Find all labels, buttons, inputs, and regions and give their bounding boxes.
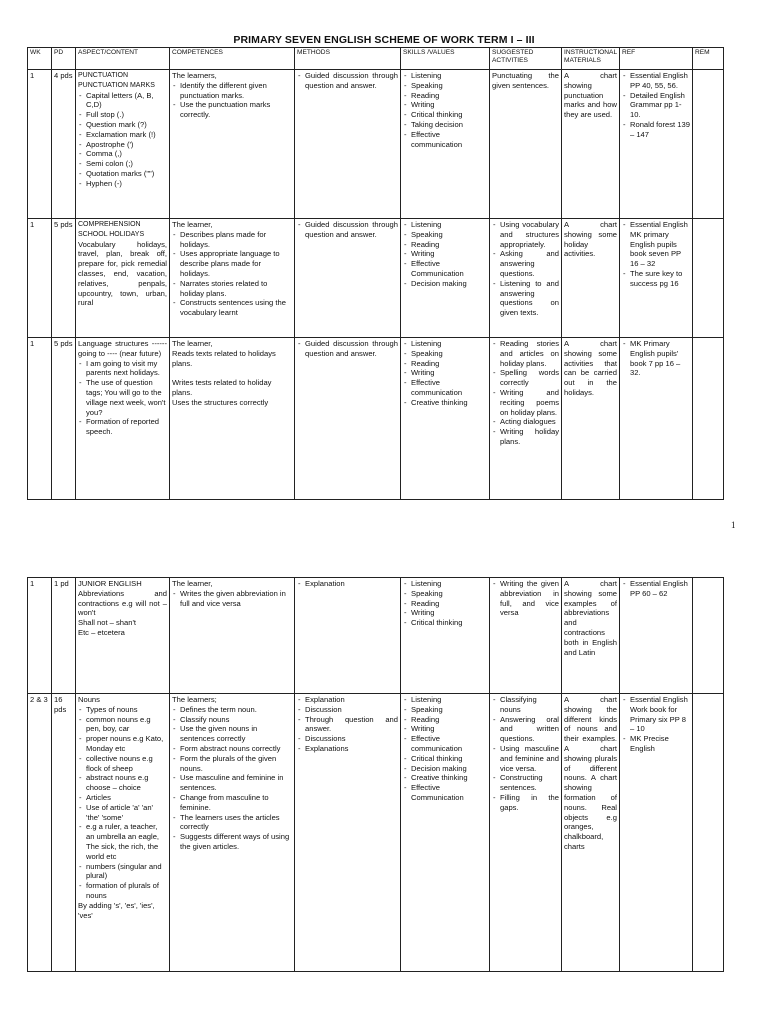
activity-item-list bbox=[492, 339, 559, 447]
skill-item: - Listening bbox=[403, 220, 487, 230]
skill-item: - Critical thinking bbox=[403, 110, 487, 120]
aspect-item: - formation of plurals of nouns bbox=[78, 881, 167, 901]
skill-item: - Decision making bbox=[403, 279, 487, 289]
aspect-item: - Formation of reported speech. bbox=[78, 417, 167, 437]
table-row bbox=[28, 338, 724, 500]
cell-activities bbox=[490, 219, 562, 338]
activity-item: - Using masculine and feminine and vice versa. bbox=[492, 744, 559, 773]
competence-item: - Use the punctuation marks correctly. bbox=[172, 100, 292, 120]
cell-materials: A chart showing some holiday activities. bbox=[562, 219, 620, 338]
skill-item-list bbox=[403, 579, 487, 628]
competence-text: Writes tests related to holiday plans. bbox=[172, 378, 272, 397]
header-skills: SKILLS /VALUES bbox=[401, 48, 490, 70]
cell-pd: 1 pd bbox=[52, 578, 76, 694]
aspect-item: - proper nouns e.g Kato, Monday etc bbox=[78, 734, 167, 754]
competence-text: The learner, bbox=[172, 339, 213, 348]
cell-pd: 5 pds bbox=[52, 219, 76, 338]
scheme-table-page-2 bbox=[27, 577, 724, 972]
header-row bbox=[28, 48, 724, 70]
competence-item: - Writes the given abbreviation in full and vice versa bbox=[172, 589, 292, 609]
skill-item: - Effective communication bbox=[403, 378, 487, 398]
cell-aspect bbox=[76, 70, 170, 219]
skill-item: - Writing bbox=[403, 724, 487, 734]
skill-item: - Writing bbox=[403, 368, 487, 378]
cell-competences bbox=[170, 338, 295, 500]
skill-item: - Speaking bbox=[403, 589, 487, 599]
cell-wk: 1 bbox=[28, 578, 52, 694]
aspect-item: - Semi colon (;) bbox=[78, 159, 167, 169]
skill-item: - Speaking bbox=[403, 349, 487, 359]
ref-item: - The sure key to success pg 16 bbox=[622, 269, 690, 289]
skill-item: - Decision making bbox=[403, 764, 487, 774]
activity-item: - Writing and reciting poems on holiday plans. bbox=[492, 388, 559, 417]
competence-text: The learners; bbox=[172, 695, 217, 704]
activity-item: - Listening to and answering questions on given texts. bbox=[492, 279, 559, 318]
competence-item-list bbox=[172, 230, 292, 318]
cell-activities bbox=[490, 338, 562, 500]
competence-item: - Form abstract nouns correctly bbox=[172, 744, 292, 754]
ref-item: - Detailed English Grammar pp 1-10. bbox=[622, 91, 690, 120]
aspect-line: JUNIOR ENGLISH bbox=[78, 579, 142, 588]
activity-item: - Using vocabulary and structures appropriately. bbox=[492, 220, 559, 249]
aspect-item-list bbox=[78, 91, 167, 189]
method-item: - Through question and answer. bbox=[297, 715, 398, 735]
method-item: - Guided discussion through question and answer. bbox=[297, 71, 398, 91]
activity-item: - Asking and answering questions. bbox=[492, 249, 559, 278]
competence-item: - Suggests different ways of using the given articles. bbox=[172, 832, 292, 852]
skill-item: - Writing bbox=[403, 100, 487, 110]
cell-activities bbox=[490, 694, 562, 972]
aspect-item: - Apostrophe (') bbox=[78, 140, 167, 150]
skill-item: - Taking decision bbox=[403, 120, 487, 130]
aspect-item: - Hyphen (-) bbox=[78, 179, 167, 189]
cell-rem bbox=[693, 694, 724, 972]
cell-aspect bbox=[76, 338, 170, 500]
competence-item: - Use the given nouns in sentences correctly bbox=[172, 724, 292, 744]
cell-materials: A chart showing punctuation marks and how they are used. bbox=[562, 70, 620, 219]
cell-activities bbox=[490, 578, 562, 694]
aspect-item: - Articles bbox=[78, 793, 167, 803]
header-aspect: ASPECT/CONTENT bbox=[76, 48, 170, 70]
aspect-item: - Full stop (.) bbox=[78, 110, 167, 120]
method-item: - Explanation bbox=[297, 579, 398, 589]
cell-pd: 4 pds bbox=[52, 70, 76, 219]
aspect-item: - common nouns e.g pen, boy, car bbox=[78, 715, 167, 735]
competence-item: - Form the plurals of the given nouns. bbox=[172, 754, 292, 774]
cell-skills bbox=[401, 219, 490, 338]
activity-item: - Acting dialogues bbox=[492, 417, 559, 427]
aspect-line: Vocabulary holidays, travel, plan, break off, prepare for, pick remedial classes, end, vacation, relatives, penpals, upcountry, town, urban, rural bbox=[78, 239, 167, 308]
competence-item: - Narrates stories related to holiday plans. bbox=[172, 279, 292, 299]
aspect-line: Abbreviations and contractions e.g will not – won't bbox=[78, 588, 167, 618]
competence-item: - Identify the different given punctuation marks. bbox=[172, 81, 292, 101]
skill-item-list bbox=[403, 71, 487, 149]
aspect-item: - Exclamation mark (!) bbox=[78, 130, 167, 140]
aspect-item: - e.g a ruler, a teacher, an umbrella an eagle, The sick, the rich, the world etc bbox=[78, 822, 167, 861]
skill-item: - Reading bbox=[403, 91, 487, 101]
aspect-item: - Question mark (?) bbox=[78, 120, 167, 130]
cell-aspect bbox=[76, 219, 170, 338]
aspect-line: Language structures ------going to ---- (near future) bbox=[78, 339, 167, 358]
aspect-item: - numbers (singular and plural) bbox=[78, 862, 167, 882]
skill-item: - Creative thinking bbox=[403, 398, 487, 408]
page-number: 1 bbox=[731, 520, 736, 530]
cell-aspect bbox=[76, 694, 170, 972]
cell-methods bbox=[295, 694, 401, 972]
competence-item: - The learners uses the articles correctly bbox=[172, 813, 292, 833]
skill-item: - Speaking bbox=[403, 705, 487, 715]
cell-skills bbox=[401, 578, 490, 694]
page-title: PRIMARY SEVEN ENGLISH SCHEME OF WORK TERM I – III bbox=[233, 34, 535, 46]
method-item-list bbox=[297, 695, 398, 754]
skill-item: - Writing bbox=[403, 608, 487, 618]
cell-materials: A chart showing some examples of abbreviations and contractions both in English and Latin bbox=[562, 578, 620, 694]
cell-competences bbox=[170, 578, 295, 694]
cell-skills bbox=[401, 694, 490, 972]
aspect-item-list bbox=[78, 705, 167, 901]
cell-ref bbox=[620, 338, 693, 500]
skill-item: - Effective communication bbox=[403, 130, 487, 150]
competence-text: Reads texts related to holidays plans. bbox=[172, 348, 276, 368]
aspect-item: - Types of nouns bbox=[78, 705, 167, 715]
cell-ref bbox=[620, 70, 693, 219]
competence-item-list bbox=[172, 589, 292, 609]
table-row bbox=[28, 578, 724, 694]
aspect-item: - Quotation marks ("") bbox=[78, 169, 167, 179]
header-methods: METHODS bbox=[295, 48, 401, 70]
ref-item: - Essential English MK primary English pupils book seven PP 16 – 32 bbox=[622, 220, 690, 269]
skill-item: - Listening bbox=[403, 579, 487, 589]
competence-item: - Constructs sentences using the vocabulary learnt bbox=[172, 298, 292, 318]
competence-item: - Change from masculine to feminine. bbox=[172, 793, 292, 813]
skill-item-list bbox=[403, 339, 487, 408]
activity-item: - Writing holiday plans. bbox=[492, 427, 559, 447]
ref-item-list bbox=[622, 579, 690, 599]
aspect-tail: By adding 's', 'es', 'ies', 'ves' bbox=[78, 900, 155, 920]
aspect-item-list bbox=[78, 359, 167, 437]
skill-item: - Effective Communication bbox=[403, 783, 487, 803]
aspect-line: Shall not – shan't bbox=[78, 618, 137, 628]
cell-competences bbox=[170, 694, 295, 972]
ref-item-list bbox=[622, 220, 690, 289]
skill-item-list bbox=[403, 220, 487, 289]
cell-wk: 1 bbox=[28, 219, 52, 338]
cell-methods bbox=[295, 578, 401, 694]
cell-rem bbox=[693, 338, 724, 500]
method-item-list bbox=[297, 579, 398, 589]
aspect-item: - Comma (,) bbox=[78, 149, 167, 159]
ref-item-list bbox=[622, 339, 690, 378]
aspect-heading: PUNCTUATION bbox=[78, 72, 129, 79]
cell-ref bbox=[620, 219, 693, 338]
competence-item: - Defines the term noun. bbox=[172, 705, 292, 715]
method-item-list bbox=[297, 71, 398, 91]
skill-item: - Reading bbox=[403, 599, 487, 609]
activity-item: - Writing the given abbreviation in full, and vice versa bbox=[492, 579, 559, 618]
ref-item: - Essential English PP 60 – 62 bbox=[622, 579, 690, 599]
skill-item: - Reading bbox=[403, 715, 487, 725]
cell-competences bbox=[170, 70, 295, 219]
header-competences: COMPETENCES bbox=[170, 48, 295, 70]
table-row bbox=[28, 219, 724, 338]
header-ref: REF bbox=[620, 48, 693, 70]
ref-item: - MK Precise English bbox=[622, 734, 690, 754]
competence-item: - Describes plans made for holidays. bbox=[172, 230, 292, 250]
method-item-list bbox=[297, 220, 398, 240]
skill-item: - Reading bbox=[403, 359, 487, 369]
cell-materials: A chart showing the different kinds of nouns and their examples. A chart showing plurals of different nouns. A chart showing formation of nouns. Real objects e.g oranges, chalkboard, charts bbox=[562, 694, 620, 972]
skill-item: - Effective communication bbox=[403, 734, 487, 754]
cell-activities bbox=[490, 70, 562, 219]
cell-skills bbox=[401, 338, 490, 500]
activity-item: - Answering oral and written questions. bbox=[492, 715, 559, 744]
competence-text: Uses the structures correctly bbox=[172, 397, 269, 407]
skill-item: - Speaking bbox=[403, 230, 487, 240]
aspect-item: - abstract nouns e.g choose – choice bbox=[78, 773, 167, 793]
cell-wk: 2 & 3 bbox=[28, 694, 52, 972]
competence-text bbox=[172, 368, 292, 378]
activity-item: - Reading stories and articles on holiday plans. bbox=[492, 339, 559, 368]
competence-item-list bbox=[172, 705, 292, 852]
aspect-heading: PUNCTUATION MARKS bbox=[78, 81, 155, 89]
cell-pd: 5 pds bbox=[52, 338, 76, 500]
skill-item: - Effective Communication bbox=[403, 259, 487, 279]
aspect-item: - Capital letters (A, B, C,D) bbox=[78, 91, 167, 111]
aspect-item: - collective nouns e.g flock of sheep bbox=[78, 754, 167, 774]
cell-rem bbox=[693, 578, 724, 694]
aspect-heading: SCHOOL HOLIDAYS bbox=[78, 230, 145, 238]
skill-item-list bbox=[403, 695, 487, 803]
header-wk: WK bbox=[28, 48, 52, 70]
activity-item-list bbox=[492, 695, 559, 813]
cell-competences bbox=[170, 219, 295, 338]
table-row bbox=[28, 70, 724, 219]
header-activities: SUGGESTED ACTIVITIES bbox=[490, 48, 562, 70]
cell-aspect bbox=[76, 578, 170, 694]
method-item: - Discussion bbox=[297, 705, 398, 715]
aspect-line: Nouns bbox=[78, 695, 100, 704]
cell-pd: 16 pds bbox=[52, 694, 76, 972]
cell-methods bbox=[295, 338, 401, 500]
competence-text: The learner, bbox=[172, 579, 213, 588]
method-item: - Discussions bbox=[297, 734, 398, 744]
scheme-table-page-1 bbox=[27, 47, 724, 500]
skill-item: - Critical thinking bbox=[403, 618, 487, 628]
skill-item: - Listening bbox=[403, 695, 487, 705]
method-item: - Explanation bbox=[297, 695, 398, 705]
aspect-item: - The use of question tags; You will go to the village next week, won't you? bbox=[78, 378, 167, 417]
method-item: - Guided discussion through question and answer. bbox=[297, 339, 398, 359]
skill-item: - Listening bbox=[403, 71, 487, 81]
cell-materials: A chart showing some activities that can be carried out in the holidays. bbox=[562, 338, 620, 500]
aspect-line: Etc – etcetera bbox=[78, 627, 125, 637]
skill-item: - Listening bbox=[403, 339, 487, 349]
aspect-item: - Use of article 'a' 'an' 'the' 'some' bbox=[78, 803, 167, 823]
ref-item-list bbox=[622, 71, 690, 140]
cell-rem bbox=[693, 70, 724, 219]
ref-item-list bbox=[622, 695, 690, 754]
cell-rem bbox=[693, 219, 724, 338]
activity-item: - Filling in the gaps. bbox=[492, 793, 559, 813]
competence-item: - Classify nouns bbox=[172, 715, 292, 725]
activity-text: Punctuating the given sentences. bbox=[492, 71, 559, 90]
activity-item-list bbox=[492, 220, 559, 318]
skill-item: - Speaking bbox=[403, 81, 487, 91]
competence-item: - Use masculine and feminine in sentences. bbox=[172, 773, 292, 793]
ref-item: - Essential English Work book for Primary six PP 8 – 10 bbox=[622, 695, 690, 734]
cell-ref bbox=[620, 694, 693, 972]
skill-item: - Critical thinking bbox=[403, 754, 487, 764]
cell-methods bbox=[295, 219, 401, 338]
table-row bbox=[28, 694, 724, 972]
competence-item-list bbox=[172, 81, 292, 120]
competence-item: - Uses appropriate language to describe plans made for holidays. bbox=[172, 249, 292, 278]
ref-item: - Ronald forest 139 – 147 bbox=[622, 120, 690, 140]
cell-ref bbox=[620, 578, 693, 694]
header-materials: INSTRUCTIONAL MATERIALS bbox=[562, 48, 620, 70]
header-rem: REM bbox=[693, 48, 724, 70]
cell-methods bbox=[295, 70, 401, 219]
header-pd: PD bbox=[52, 48, 76, 70]
activity-item: - Spelling words correctly bbox=[492, 368, 559, 388]
ref-item: - Essential English PP 40, 55, 56. bbox=[622, 71, 690, 91]
ref-item: - MK Primary English pupils' book 7 pp 16 – 32. bbox=[622, 339, 690, 378]
aspect-item: - I am going to visit my parents next holidays. bbox=[78, 359, 167, 379]
aspect-heading: COMPREHENSION bbox=[78, 221, 141, 228]
skill-item: - Creative thinking bbox=[403, 773, 487, 783]
method-item: - Guided discussion through question and answer. bbox=[297, 220, 398, 240]
activity-item-list bbox=[492, 579, 559, 618]
activity-item: - Classifying nouns bbox=[492, 695, 559, 715]
competence-text: The learners, bbox=[172, 71, 217, 80]
cell-skills bbox=[401, 70, 490, 219]
method-item: - Explanations bbox=[297, 744, 398, 754]
skill-item: - Reading bbox=[403, 240, 487, 250]
competence-text: The learner, bbox=[172, 220, 213, 229]
cell-wk: 1 bbox=[28, 70, 52, 219]
method-item-list bbox=[297, 339, 398, 359]
skill-item: - Writing bbox=[403, 249, 487, 259]
activity-item: - Constructing sentences. bbox=[492, 773, 559, 793]
cell-wk: 1 bbox=[28, 338, 52, 500]
